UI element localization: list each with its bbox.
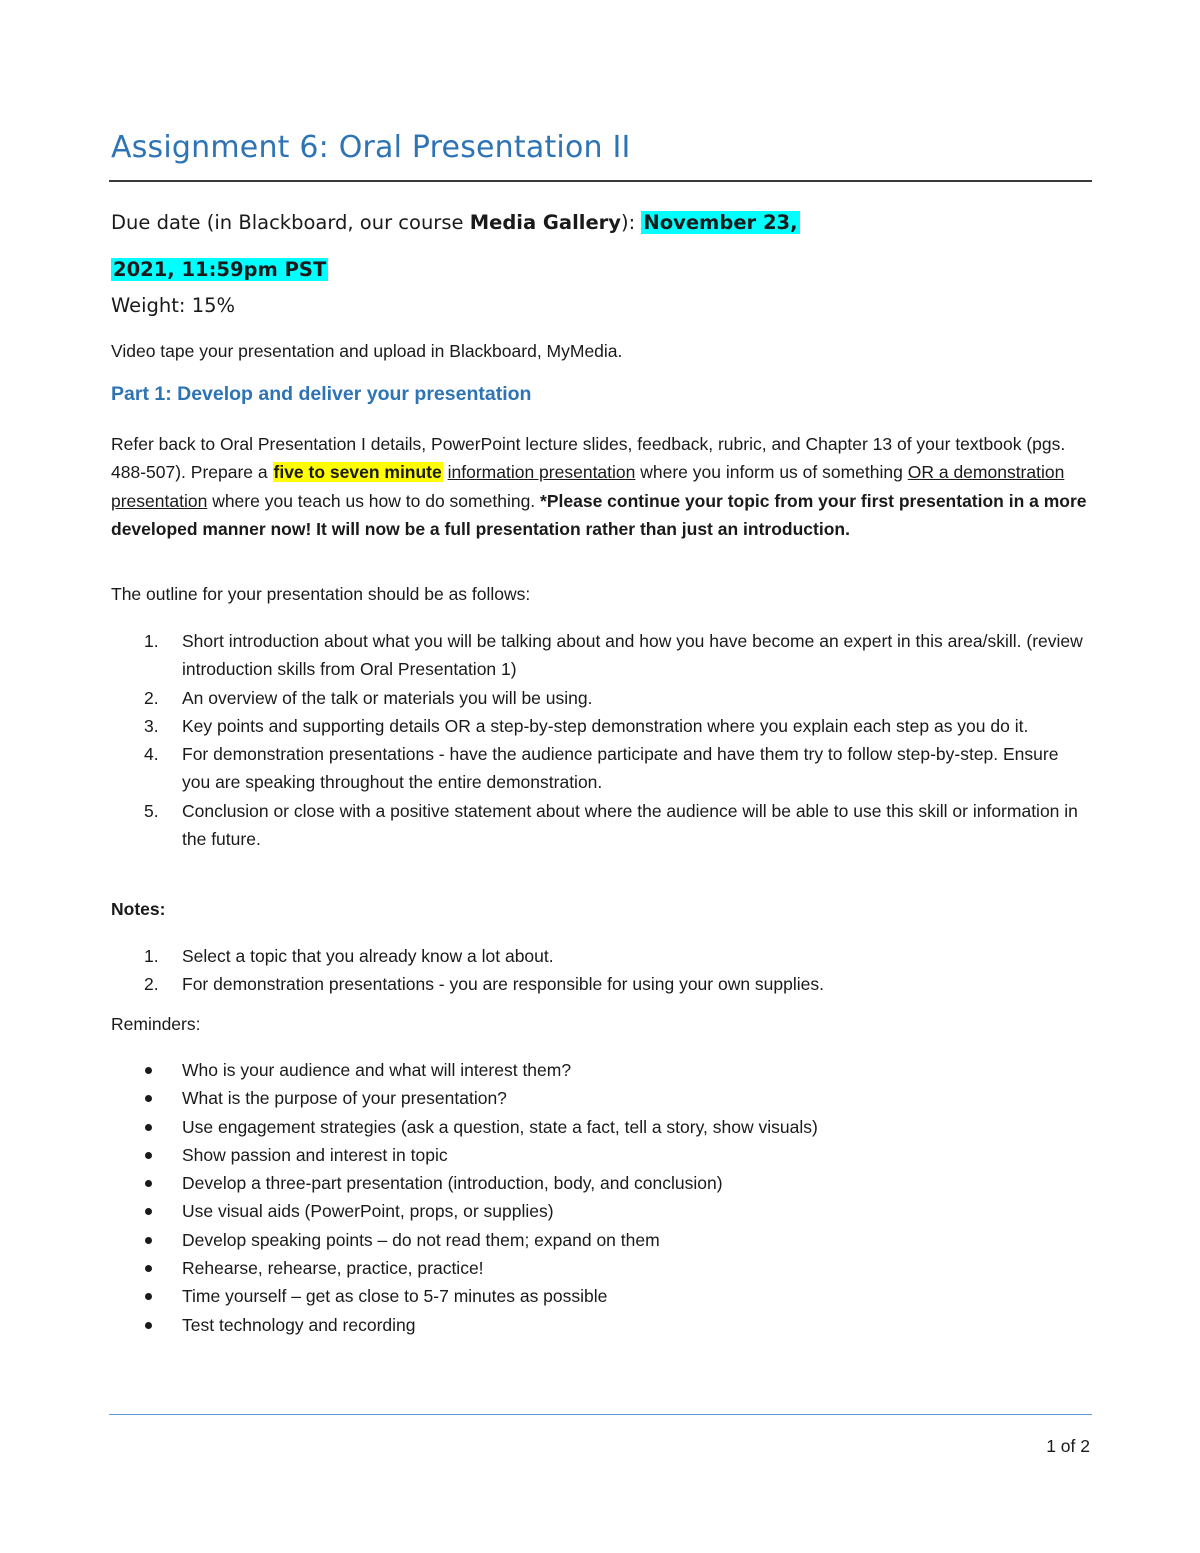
part1-text-1: Refer back to Oral Presentation I details, PowerPoint lecture slides, feedback, rubric, and Chapter 13 of your textbook (pgs. 488-507). Prepare a [111, 434, 1066, 483]
due-date [111, 199, 1011, 293]
bullet-icon [145, 1237, 152, 1244]
list-item [111, 1113, 1091, 1141]
reminders-heading: Reminders: [111, 1014, 201, 1034]
list-item-text: Use visual aids (PowerPoint, props, or supplies) [182, 1201, 554, 1222]
list-item [111, 1282, 1091, 1310]
page-title: Assignment 6: Oral Presentation II [111, 130, 631, 165]
part1-text-4: where you teach us how to do something. [207, 490, 541, 511]
duration-highlight: five to seven minute [273, 462, 442, 483]
list-number: 2. [144, 974, 159, 995]
list-item-text: Who is your audience and what will interest them? [182, 1060, 572, 1080]
list-item [111, 1311, 1091, 1339]
footer-divider [109, 1414, 1092, 1415]
list-item-text: Conclusion or close with a positive statement about where the audience will be able to use this skill or information in the future. [182, 800, 1078, 850]
list-item-text: For demonstration presentations - you are responsible for using your own supplies. [182, 974, 825, 995]
outline-intro: The outline for your presentation should be as follows: [111, 584, 531, 604]
list-number: 3. [144, 715, 159, 736]
intro-text: Video tape your presentation and upload in Blackboard, MyMedia. [111, 341, 623, 361]
list-item-text: Key points and supporting details OR a step-by-step demonstration where you explain each step as you do it. [182, 715, 1029, 736]
due-date-highlight-line2: 2021, 11:59pm PST [113, 258, 327, 281]
list-item [111, 1084, 1091, 1112]
list-item [111, 1197, 1091, 1225]
list-item [111, 1226, 1091, 1254]
list-number: 1. [144, 631, 159, 651]
notes-heading: Notes: [111, 899, 166, 919]
list-number: 1. [144, 946, 159, 966]
list-item [111, 797, 1091, 854]
bullet-icon [145, 1180, 152, 1187]
part1-heading: Part 1: Develop and deliver your presentation [111, 383, 532, 405]
list-item [111, 942, 1091, 970]
reminders-list [111, 1056, 1091, 1339]
bullet-icon [145, 1322, 152, 1329]
bullet-icon [145, 1293, 152, 1300]
list-item-text: Select a topic that you already know a lot about. [182, 946, 554, 966]
bullet-icon [145, 1152, 152, 1159]
title-divider [109, 180, 1092, 182]
part1-instructions [111, 430, 1091, 543]
list-number: 4. [144, 744, 159, 765]
bullet-icon [145, 1208, 152, 1215]
demonstration-presentation-underline: OR a demonstration presentation [111, 462, 1065, 511]
list-item [111, 740, 1091, 797]
bullet-icon [145, 1067, 152, 1074]
list-item [111, 1254, 1091, 1282]
list-item-text: Show passion and interest in topic [182, 1144, 448, 1165]
bullet-icon [145, 1265, 152, 1272]
notes-list [111, 942, 1091, 999]
list-number: 5. [144, 800, 159, 821]
list-item [111, 1169, 1091, 1197]
due-date-highlight-line1: November 23, [643, 211, 798, 234]
list-item [111, 970, 1091, 998]
list-item-text: Develop a three-part presentation (introduction, body, and conclusion) [182, 1173, 723, 1194]
continue-topic-note: *Please continue your topic from your first presentation in a more developed manner now! It will now be a full presentation rather than just an introduction. [111, 490, 1087, 539]
list-item-text: Use engagement strategies (ask a question, state a fact, tell a story, show visuals) [182, 1116, 818, 1137]
list-item-text: Time yourself – get as close to 5-7 minutes as possible [182, 1286, 608, 1307]
list-item-text: What is the purpose of your presentation? [182, 1088, 507, 1109]
list-item [111, 1141, 1091, 1169]
weight-text: Weight: 15% [111, 294, 236, 317]
list-item-text: Rehearse, rehearse, practice, practice! [182, 1258, 484, 1279]
list-item [111, 1056, 1091, 1084]
list-item-text: Short introduction about what you will be talking about and how you have become an expert in this area/skill. (review introduction skills from Oral Presentation 1) [182, 631, 1083, 680]
bullet-icon [145, 1095, 152, 1102]
list-item [111, 684, 1091, 712]
due-date-suffix: ): [621, 211, 642, 234]
list-item [111, 627, 1091, 684]
list-number: 2. [144, 687, 159, 708]
list-item-text: Test technology and recording [182, 1314, 416, 1335]
part1-text-3: where you inform us of something [635, 462, 908, 483]
list-item [111, 712, 1091, 740]
list-item-text: Develop speaking points – do not read them; expand on them [182, 1229, 660, 1250]
media-gallery-label: Media Gallery [469, 211, 621, 234]
page-number: 1 of 2 [1046, 1436, 1090, 1456]
due-date-prefix: Due date (in Blackboard, our course [111, 211, 470, 234]
bullet-icon [145, 1124, 152, 1131]
outline-list [111, 627, 1091, 853]
list-item-text: For demonstration presentations - have the audience participate and have them try to follow step-by-step. Ensure you are speaking throughout the entire demonstration. [182, 744, 1059, 793]
information-presentation-underline: information presentation [447, 462, 636, 483]
list-item-text: An overview of the talk or materials you will be using. [182, 687, 593, 708]
